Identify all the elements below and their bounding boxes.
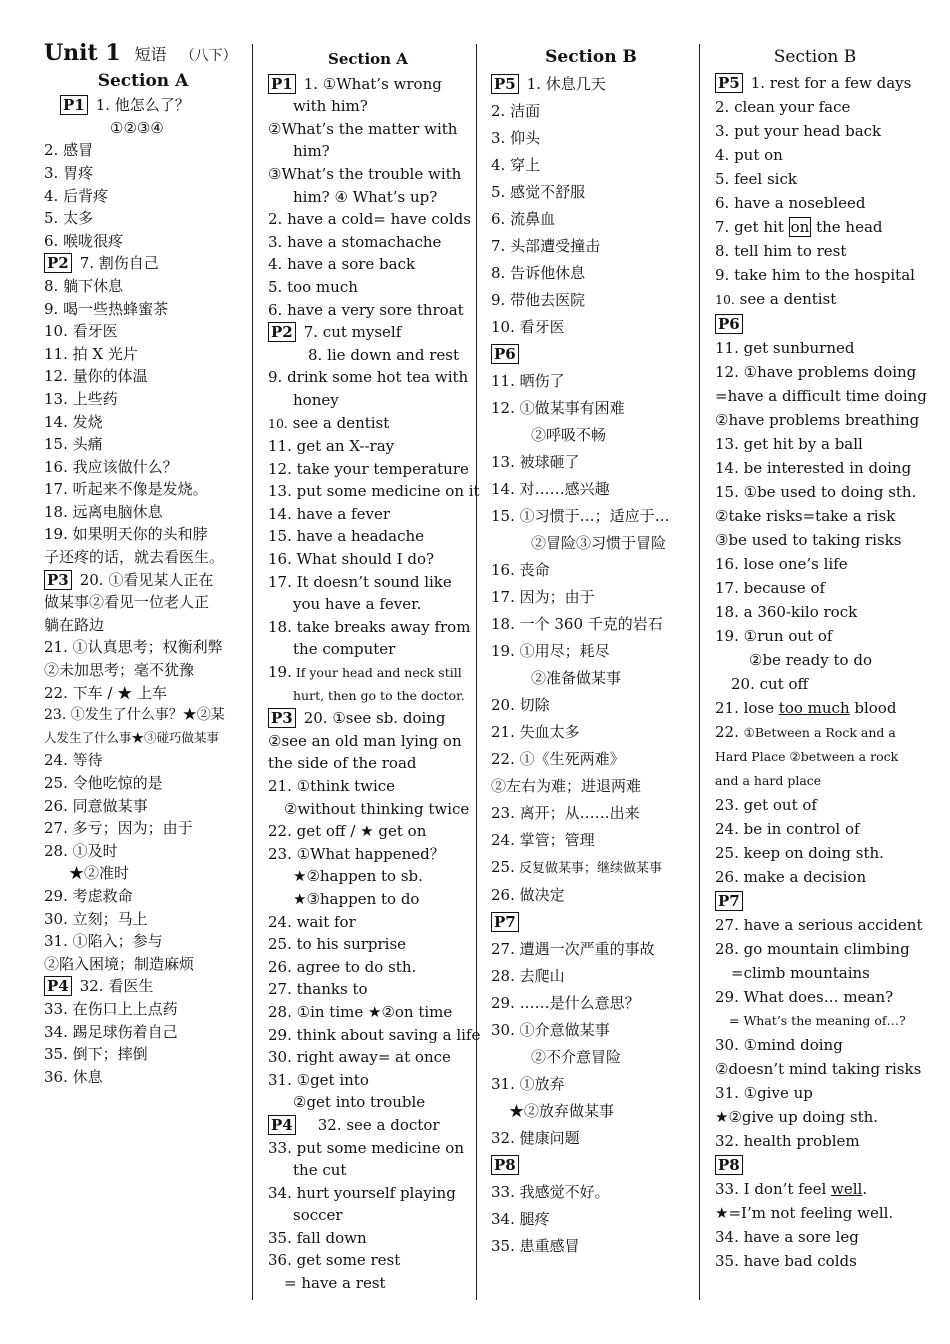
list-item: 5. 感觉不舒服 bbox=[491, 182, 586, 201]
column-section-a-english bbox=[268, 42, 481, 1295]
list-item: 20. ①看见某人正在 bbox=[79, 570, 214, 589]
list-item: 9. drink some hot tea with bbox=[268, 368, 469, 387]
list-item: 2. clean your face bbox=[715, 97, 851, 116]
list-item: 9. 喝一些热蜂蜜茶 bbox=[44, 299, 169, 318]
list-item: 21. 失血太多 bbox=[491, 722, 580, 741]
list-item: 13. 上些药 bbox=[44, 389, 118, 408]
list-item: 32. health problem bbox=[715, 1131, 860, 1150]
list-item: 9. 带他去医院 bbox=[491, 290, 586, 309]
underlined-word: well bbox=[831, 1179, 863, 1198]
list-item: 3. have a stomachache bbox=[268, 232, 442, 251]
list-item: ③What’s the trouble with bbox=[268, 164, 462, 183]
list-item: 35. 倒下；摔倒 bbox=[44, 1045, 148, 1064]
list-number: 10. bbox=[715, 291, 735, 307]
list-item: 26. 同意做某事 bbox=[44, 796, 148, 815]
list-item: . bbox=[862, 1179, 868, 1198]
list-item: 10. 看牙医 bbox=[491, 317, 565, 336]
list-number: 25. bbox=[491, 857, 515, 876]
list-item: 12. 量你的体温 bbox=[44, 367, 148, 386]
list-item: the side of the road bbox=[268, 754, 417, 773]
page-marker-p8: P8 bbox=[715, 1155, 743, 1175]
list-item: blood bbox=[849, 698, 897, 717]
list-item: 7. cut myself bbox=[303, 323, 402, 342]
page-marker-p1: P1 bbox=[60, 95, 88, 115]
column-section-b-english bbox=[715, 42, 927, 1273]
list-item: 1. 休息几天 bbox=[526, 74, 606, 93]
list-item: 16. What should I do? bbox=[268, 550, 435, 569]
list-item: 33. put some medicine on bbox=[268, 1138, 464, 1157]
list-item: 26. make a decision bbox=[715, 867, 867, 886]
list-item: 8. lie down and rest bbox=[308, 345, 459, 364]
list-item: 27. 遭遇一次严重的事故 bbox=[491, 939, 655, 958]
list-item: 14. have a fever bbox=[268, 504, 391, 523]
list-item: see a dentist bbox=[287, 413, 390, 432]
list-item: 32. 看医生 bbox=[79, 977, 154, 996]
page-marker-p7: P7 bbox=[715, 891, 743, 911]
list-item: 12. ①做某事有困难 bbox=[491, 398, 625, 417]
list-item: 33. I don’t feel bbox=[715, 1179, 832, 1198]
list-item: 28. go mountain climbing bbox=[715, 939, 910, 958]
list-item: 34. have a sore leg bbox=[715, 1227, 859, 1246]
list-item: him? bbox=[293, 142, 330, 161]
page-marker-p2: P2 bbox=[44, 253, 72, 273]
page-marker-p3: P3 bbox=[268, 708, 296, 728]
list-item: =climb mountains bbox=[731, 963, 870, 982]
list-item: 24. be in control of bbox=[715, 819, 860, 838]
list-item: ②without thinking twice bbox=[284, 799, 470, 818]
list-item: 19. ①run out of bbox=[715, 626, 833, 645]
list-item: 27. 多亏；因为；由于 bbox=[44, 819, 193, 838]
list-item: 22. get off / ★ get on bbox=[268, 822, 427, 841]
list-item: 30. ①介意做某事 bbox=[491, 1020, 610, 1039]
list-item: ②see an old man lying on bbox=[268, 731, 462, 750]
section-title: Section B bbox=[545, 47, 637, 67]
list-item: 31. ①放弃 bbox=[491, 1074, 565, 1093]
list-item: 18. a 360-kilo rock bbox=[715, 602, 858, 621]
list-item: 33. 在伤口上上点药 bbox=[44, 999, 178, 1018]
list-item: 29. think about saving a life bbox=[268, 1025, 481, 1044]
list-item: ★②give up doing sth. bbox=[715, 1107, 879, 1126]
page-marker-p5: P5 bbox=[491, 74, 519, 94]
list-item: 32. 健康问题 bbox=[491, 1128, 580, 1147]
list-item: 13. get hit by a ball bbox=[715, 434, 863, 453]
list-item: ②get into trouble bbox=[293, 1093, 426, 1112]
list-item: see a dentist bbox=[734, 289, 837, 308]
list-item: 19. 如果明天你的头和脖 bbox=[44, 525, 208, 544]
list-item: 4. put on bbox=[715, 145, 783, 164]
list-item: 34. 踢足球伤着自己 bbox=[44, 1022, 178, 1041]
list-item: 36. 休息 bbox=[44, 1067, 103, 1086]
column-section-a-chinese bbox=[44, 42, 242, 1088]
list-item: 36. get some rest bbox=[268, 1251, 401, 1270]
list-item: ②doesn’t mind taking risks bbox=[715, 1059, 922, 1078]
list-item: 3. put your head back bbox=[715, 121, 882, 140]
list-item: 25. 令他吃惊的是 bbox=[44, 774, 163, 792]
list-item: 15. ①习惯于…；适应于… bbox=[491, 506, 670, 525]
list-item: 33. 我感觉不好。 bbox=[491, 1182, 610, 1201]
underlined-phrase: too much bbox=[778, 698, 850, 717]
list-item: ②未加思考；毫不犹豫 bbox=[44, 661, 195, 680]
list-item: 4. 穿上 bbox=[491, 155, 541, 174]
list-item: 16. 我应该做什么？ bbox=[44, 457, 178, 476]
list-item: 15. ①be used to doing sth. bbox=[715, 482, 917, 501]
list-item: ★②放弃做某事 bbox=[509, 1101, 615, 1120]
list-item: If your head and neck still bbox=[291, 665, 462, 681]
list-item: 7. 头部遭受撞击 bbox=[491, 236, 601, 255]
list-item: 1. ①What’s wrong bbox=[303, 74, 442, 93]
list-item: 27. have a serious accident bbox=[715, 915, 923, 934]
list-item: 21. lose bbox=[715, 698, 779, 717]
list-item: ★=I’m not feeling well. bbox=[715, 1203, 894, 1222]
list-item: 35. 患重感冒 bbox=[491, 1236, 580, 1255]
list-item: 35. have bad colds bbox=[715, 1251, 857, 1270]
list-item: 2. 洁面 bbox=[491, 101, 541, 120]
list-item: 21. ①认真思考；权衡利弊 bbox=[44, 638, 223, 657]
list-number: 22. bbox=[715, 722, 744, 741]
page-marker-p3: P3 bbox=[44, 570, 72, 590]
list-item: 29. What does… mean? bbox=[715, 987, 894, 1006]
list-number: 19. bbox=[268, 663, 292, 682]
list-item: 24. 等待 bbox=[44, 751, 103, 770]
list-item: 6. have a very sore throat bbox=[268, 300, 464, 319]
list-item: 22. 下车 / ★ 上车 bbox=[44, 683, 167, 702]
list-item: 30. 立刻；马上 bbox=[44, 909, 148, 928]
list-item: 22. ①《生死两难》 bbox=[491, 749, 625, 768]
list-item: 14. 发烧 bbox=[44, 412, 103, 431]
list-item: 11. get an X--ray bbox=[268, 437, 395, 456]
list-item: 27. thanks to bbox=[268, 980, 368, 999]
list-item: 24. wait for bbox=[268, 912, 356, 931]
list-item: 3. 仰头 bbox=[491, 128, 541, 147]
list-item: 15. 头痛 bbox=[44, 435, 103, 454]
list-item: 7. 割伤自己 bbox=[79, 254, 159, 273]
list-item: 17. because of bbox=[715, 578, 826, 597]
list-item: 18. 远离电脑休息 bbox=[44, 502, 163, 521]
list-item: ★②happen to sb. bbox=[293, 867, 423, 886]
list-item: 25. keep on doing sth. bbox=[715, 843, 884, 862]
list-item: 11. get sunburned bbox=[715, 338, 855, 357]
list-item: him? ④ What’s up? bbox=[293, 187, 438, 206]
list-item: 34. hurt yourself playing bbox=[268, 1183, 456, 1202]
list-item: 7. get hit bbox=[715, 217, 789, 236]
column-divider-2 bbox=[476, 44, 477, 1300]
list-item: 32. see a doctor bbox=[317, 1115, 440, 1134]
list-item: 人发生了什么事★③碰巧做某事 bbox=[44, 729, 220, 745]
list-item: 26. agree to do sth. bbox=[268, 957, 417, 976]
list-item: ②不介意冒险 bbox=[531, 1047, 622, 1066]
list-item: 14. 对……感兴趣 bbox=[491, 479, 610, 498]
list-item: hurt, then go to the doctor. bbox=[293, 687, 465, 703]
list-item: 14. be interested in doing bbox=[715, 458, 912, 477]
list-item: 23. 离开；从……出来 bbox=[491, 803, 640, 822]
list-item: 6. 流鼻血 bbox=[491, 209, 556, 228]
page-marker-p5: P5 bbox=[715, 73, 743, 93]
list-item: ②呼吸不畅 bbox=[531, 425, 607, 444]
list-item: 4. 后背疼 bbox=[44, 186, 109, 205]
list-item: 2. 感冒 bbox=[44, 141, 94, 160]
list-item: 5. 太多 bbox=[44, 209, 94, 228]
list-item: 19. ①用尽；耗尽 bbox=[491, 641, 610, 660]
list-item: 8. 告诉他休息 bbox=[491, 263, 586, 282]
list-item: honey bbox=[293, 390, 339, 409]
list-item: 31. ①陷入；参与 bbox=[44, 932, 163, 951]
list-item: 26. 做决定 bbox=[491, 885, 565, 904]
column-section-b-chinese bbox=[491, 42, 691, 1260]
list-item: 17. It doesn’t sound like bbox=[268, 572, 452, 591]
page-marker-p1: P1 bbox=[268, 74, 296, 94]
list-item: 1. rest for a few days bbox=[750, 73, 912, 92]
list-item: the cut bbox=[293, 1161, 347, 1180]
unit-grade-label: （八下） bbox=[180, 48, 237, 64]
list-item: 12. take your temperature bbox=[268, 459, 469, 478]
list-item: 23. get out of bbox=[715, 795, 817, 814]
list-item: ③be used to taking risks bbox=[715, 530, 902, 549]
page-marker-p8: P8 bbox=[491, 1155, 519, 1175]
list-item: 16. lose one’s life bbox=[715, 554, 848, 573]
list-item: 11. 晒伤了 bbox=[491, 371, 565, 390]
list-item: = What’s the meaning of…? bbox=[729, 1012, 906, 1028]
list-item: 24. 掌管；管理 bbox=[491, 830, 595, 849]
page-marker-p4: P4 bbox=[44, 976, 72, 996]
list-item: ②陷入困境；制造麻烦 bbox=[44, 954, 195, 973]
list-item: 20. cut off bbox=[731, 674, 809, 693]
list-item: 3. 胃疼 bbox=[44, 163, 94, 182]
list-item: soccer bbox=[293, 1206, 343, 1225]
list-item: ①Between a Rock and a bbox=[743, 724, 896, 740]
list-item: 35. fall down bbox=[268, 1228, 367, 1247]
section-title: Section A bbox=[328, 50, 408, 68]
list-item: 2. have a cold= have colds bbox=[268, 210, 471, 229]
list-item: 反复做某事；继续做某事 bbox=[514, 860, 662, 876]
list-item: 6. have a nosebleed bbox=[715, 193, 866, 212]
list-item: 30. ①mind doing bbox=[715, 1035, 843, 1054]
list-item: 30. right away= at once bbox=[268, 1048, 451, 1067]
list-item: 5. too much bbox=[268, 277, 358, 296]
list-item: 15. have a headache bbox=[268, 527, 425, 546]
list-item: 10. 看牙医 bbox=[44, 322, 118, 341]
list-item: 9. take him to the hospital bbox=[715, 265, 915, 284]
list-item: 13. put some medicine on it bbox=[268, 482, 480, 501]
list-item: 23. ①发生了什么事？★②某 bbox=[44, 707, 225, 724]
list-item: 31. ①give up bbox=[715, 1083, 813, 1102]
list-item: 躺在路边 bbox=[44, 615, 105, 634]
list-item: ②左右为难；进退两难 bbox=[491, 776, 642, 795]
list-item: Hard Place ②between a rock bbox=[715, 748, 899, 764]
column-divider-1 bbox=[252, 44, 253, 1300]
list-item: = have a rest bbox=[284, 1274, 386, 1293]
list-item: 20. ①see sb. doing bbox=[303, 709, 446, 728]
list-item: 28. 去爬山 bbox=[491, 966, 565, 985]
list-item: ②have problems breathing bbox=[715, 410, 920, 429]
section-title: Section A bbox=[97, 70, 189, 91]
column-divider-3 bbox=[699, 44, 700, 1300]
list-item: 4. have a sore back bbox=[268, 255, 416, 274]
list-item: 子还疼的话，就去看医生。 bbox=[44, 548, 225, 567]
list-item: ②take risks=take a risk bbox=[715, 506, 896, 525]
list-item: ①②③④ bbox=[110, 118, 164, 137]
list-item: 13. 被球砸了 bbox=[491, 452, 580, 471]
list-item: =have a difficult time doing bbox=[715, 386, 927, 405]
list-item: the computer bbox=[293, 640, 396, 659]
list-item: the head bbox=[811, 217, 883, 236]
list-item: 8. tell him to rest bbox=[715, 241, 847, 260]
page-marker-p6: P6 bbox=[715, 314, 743, 334]
page-marker-p4: P4 bbox=[268, 1115, 296, 1135]
list-item: 20. 切除 bbox=[491, 695, 550, 714]
list-item: 31. ①get into bbox=[268, 1070, 369, 1089]
section-title: Section B bbox=[773, 47, 857, 67]
list-item: 做某事②看见一位老人正 bbox=[44, 593, 210, 612]
list-item: 21. ①think twice bbox=[268, 777, 396, 795]
unit-phrase-label: 短语 bbox=[134, 45, 167, 64]
list-item: 28. ①in time ★②on time bbox=[268, 1002, 453, 1021]
list-item: 29. 考虑救命 bbox=[44, 886, 133, 905]
list-item: 5. feel sick bbox=[715, 169, 797, 188]
list-item: 8. 躺下休息 bbox=[44, 276, 124, 295]
page-marker-p7: P7 bbox=[491, 912, 519, 932]
highlighted-word: on bbox=[790, 217, 810, 236]
list-item: 11. 拍 X 光片 bbox=[44, 344, 138, 363]
list-item: 25. to his surprise bbox=[268, 935, 407, 954]
list-item: 29. ……是什么意思？ bbox=[491, 993, 640, 1012]
list-item: you have a fever. bbox=[293, 595, 422, 614]
unit-title: Unit 1 bbox=[44, 40, 121, 66]
list-item: ★②准时 bbox=[69, 864, 130, 883]
page-marker-p2: P2 bbox=[268, 322, 296, 342]
list-item: 12. ①have problems doing bbox=[715, 362, 917, 381]
unit-header bbox=[44, 42, 242, 68]
list-item: 18. take breaks away from bbox=[268, 617, 471, 636]
list-item: 23. ①What happened？ bbox=[268, 844, 445, 863]
list-item: 28. ①及时 bbox=[44, 841, 118, 860]
list-item: ②准备做某事 bbox=[531, 668, 622, 687]
list-number: 10. bbox=[268, 415, 288, 431]
list-item: 6. 喉咙很疼 bbox=[44, 231, 124, 250]
list-item: ②冒险③习惯于冒险 bbox=[531, 533, 667, 552]
list-item: 18. 一个 360 千克的岩石 bbox=[491, 614, 663, 633]
list-item: ②be ready to do bbox=[749, 650, 872, 669]
list-item: 16. 丧命 bbox=[491, 560, 550, 579]
list-item: ②What’s the matter with bbox=[268, 119, 458, 138]
list-item: 17. 听起来不像是发烧。 bbox=[44, 480, 208, 499]
list-item: with him? bbox=[293, 97, 368, 116]
list-item: 1. 他怎么了？ bbox=[95, 96, 190, 115]
page-marker-p6: P6 bbox=[491, 344, 519, 364]
list-item: 34. 腿疼 bbox=[491, 1209, 550, 1228]
list-item: and a hard place bbox=[715, 772, 822, 788]
list-item: 17. 因为；由于 bbox=[491, 587, 595, 606]
list-item: ★③happen to do bbox=[293, 889, 420, 908]
